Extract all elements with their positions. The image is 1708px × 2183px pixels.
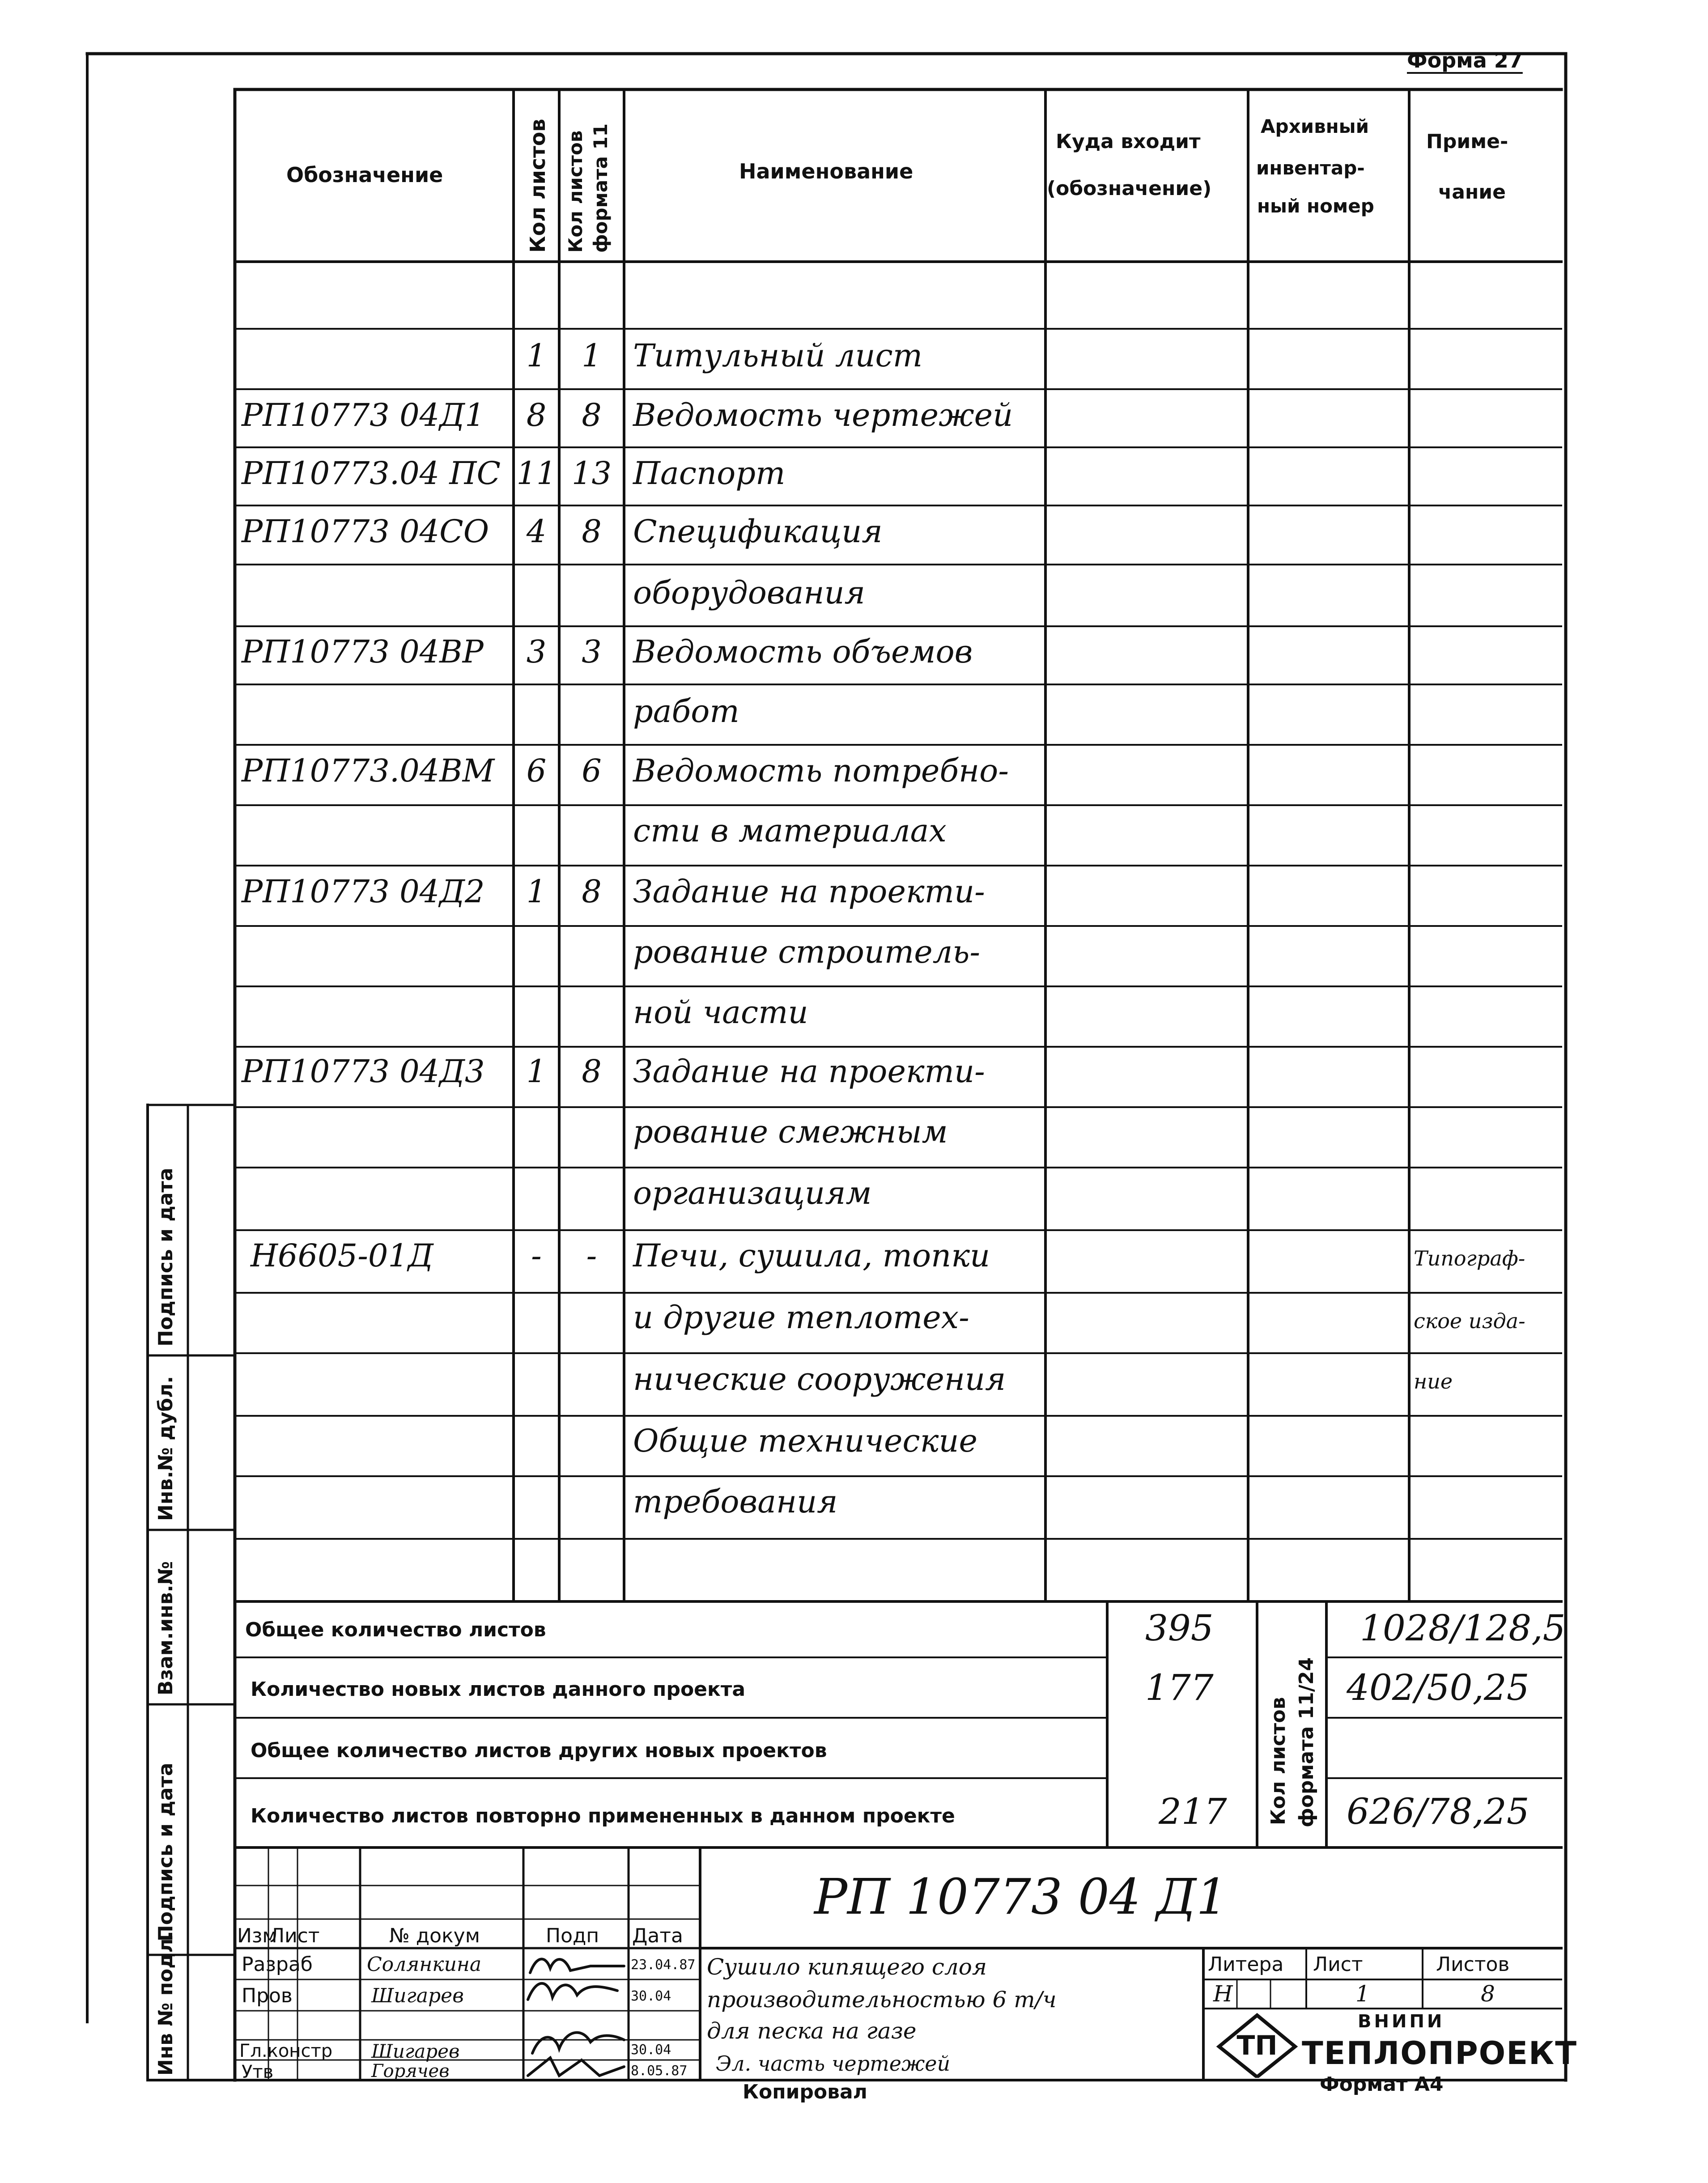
header-note-line2: чание <box>1438 181 1506 204</box>
sheets-a11-cell: 8 <box>582 397 602 433</box>
name-cell: оборудования <box>633 574 865 611</box>
name-cell: работ <box>633 693 739 730</box>
name-cell: Ведомость объемов <box>633 633 973 670</box>
name-cell: Ведомость потребно- <box>633 752 1009 789</box>
summary-reused-a11: 626/78,25 <box>1347 1791 1530 1832</box>
sheets-value: 8 <box>1481 1981 1495 2007</box>
name-cell: нические сооружения <box>633 1361 1006 1397</box>
margin-vzam-inv: Взам.инв.№ <box>154 1561 177 1695</box>
hdr-izm: Изм <box>237 1924 277 1947</box>
org-name: ТЕПЛОПРОЕКТ <box>1302 2035 1577 2072</box>
sheets-a11-cell: 8 <box>582 1053 602 1090</box>
header-sheets-count: Кол листов <box>526 119 550 253</box>
designation-cell: Н6605-01Д <box>251 1237 433 1274</box>
name-utv: Горячев <box>371 2061 450 2081</box>
header-sheets-a11-line2: формата 11 <box>590 123 612 253</box>
margin-podpis-data-bottom: Подпись и дата <box>154 1763 177 1941</box>
sheets-cell: 11 <box>516 455 557 492</box>
name-cell: организациям <box>633 1175 872 1211</box>
note-cell: ние <box>1414 1369 1453 1393</box>
sheets-cell: - <box>531 1237 542 1274</box>
sheets-cell: 8 <box>526 397 547 433</box>
sheets-cell: 1 <box>526 337 547 374</box>
sheets-a11-cell: - <box>586 1237 597 1274</box>
summary-total-value: 395 <box>1145 1607 1214 1649</box>
sheets-a11-cell: 1 <box>582 337 602 374</box>
summary-total-label: Общее количество листов <box>245 1618 546 1641</box>
logo-mark: ТП <box>1236 2030 1278 2061</box>
organization-logo <box>1208 2011 1577 2078</box>
hdr-sign: Подп <box>546 1924 599 1947</box>
designation-cell: РП10773 04Д3 <box>242 1053 485 1090</box>
name-cell: Задание на проекти- <box>633 1053 985 1090</box>
header-where-line2: (обозначение) <box>1047 177 1212 200</box>
sheets-a11-cell: 13 <box>571 455 612 492</box>
name-cell: ной части <box>633 994 808 1031</box>
summary-new-a11: 402/50,25 <box>1347 1667 1530 1708</box>
product-line1: Сушило кипящего слоя <box>707 1954 987 1980</box>
summary-reused-label: Количество листов повторно примененных в данном проекте <box>251 1805 955 1827</box>
header-archive-line3: ный номер <box>1257 195 1374 217</box>
header-note-line1: Приме- <box>1426 130 1508 153</box>
sheets-a11-cell: 6 <box>582 752 602 789</box>
date-gkonstr: 30.04 <box>631 2042 671 2058</box>
name-razrab: Солянкина <box>367 1953 482 1976</box>
litera-value: Н <box>1213 1981 1233 2007</box>
product-line3: для песка на газе <box>707 2018 917 2044</box>
designation-cell: РП10773.04ВМ <box>242 752 495 789</box>
header-name: Наименование <box>739 159 913 183</box>
summary-new-label: Количество новых листов данного проекта <box>251 1678 746 1701</box>
form-label: Форма 27 <box>1407 48 1523 72</box>
role-gkonstr: Гл.констр <box>239 2041 333 2061</box>
date-utv: 8.05.87 <box>631 2063 688 2079</box>
product-line4: Эл. часть чертежей <box>716 2051 951 2076</box>
header-sheets-a11-line1: Кол листов <box>565 130 586 253</box>
sheets-a11-cell: 8 <box>582 513 602 550</box>
name-cell: рование строитель- <box>633 934 981 970</box>
name-cell: рование смежным <box>633 1113 948 1150</box>
date-prov: 30.04 <box>631 1988 671 2004</box>
header-designation: Обозначение <box>286 163 443 187</box>
margin-inv-dubl: Инв.№ дубл. <box>154 1376 177 1521</box>
margin-inv-podl: Инв № подл. <box>154 1931 177 2076</box>
hdr-sheet: Лист <box>1313 1953 1363 1976</box>
summary-new-value: 177 <box>1145 1667 1214 1708</box>
copied-label: Копировал <box>743 2081 867 2103</box>
note-cell: Типограф- <box>1414 1246 1525 1270</box>
hdr-date: Дата <box>632 1924 683 1947</box>
role-utv: Утв <box>242 2062 274 2082</box>
date-razrab: 23.04.87 <box>631 1957 696 1973</box>
sheets-cell: 6 <box>526 752 547 789</box>
summary-side-label-line2: формата 11/24 <box>1295 1657 1318 1827</box>
role-razrab: Разраб <box>242 1953 313 1976</box>
sheets-a11-cell: 3 <box>582 633 602 670</box>
name-cell: Печи, сушила, топки <box>633 1237 990 1274</box>
sheet-value: 1 <box>1355 1981 1370 2007</box>
designation-cell: РП10773 04Д2 <box>242 873 485 910</box>
header-archive-line2: инвентар- <box>1256 157 1365 179</box>
role-prov: Пров <box>242 1984 293 2007</box>
sheets-cell: 3 <box>526 633 547 670</box>
name-prov: Шигарев <box>371 1984 464 2007</box>
summary-reused-value: 217 <box>1159 1791 1227 1832</box>
name-cell: Задание на проекти- <box>633 873 985 910</box>
hdr-sheets: Листов <box>1436 1953 1510 1976</box>
summary-side-label-line1: Кол листов <box>1267 1697 1290 1825</box>
designation-cell: РП10773 04Д1 <box>242 397 485 433</box>
name-cell: требования <box>633 1483 838 1520</box>
document-code: РП 10773 04 Д1 <box>814 1868 1228 1925</box>
org-top-label: ВНИПИ <box>1358 2011 1445 2032</box>
header-where-line1: Куда входит <box>1056 130 1201 153</box>
name-cell: и другие теплотех- <box>633 1299 969 1336</box>
name-cell: сти в материалах <box>633 812 947 849</box>
margin-podpis-data-top: Подпись и дата <box>154 1168 177 1346</box>
name-cell: Паспорт <box>633 455 786 492</box>
note-cell: ское изда- <box>1414 1309 1525 1333</box>
summary-total-a11: 1028/128,5 <box>1360 1607 1566 1649</box>
summary-other-label: Общее количество листов других новых проектов <box>251 1739 827 1762</box>
sheets-cell: 1 <box>526 1053 547 1090</box>
sheets-cell: 4 <box>526 513 547 550</box>
format-label: Формат А4 <box>1320 2073 1444 2096</box>
designation-cell: РП10773.04 ПС <box>242 455 501 492</box>
sheets-cell: 1 <box>526 873 547 910</box>
hdr-litera: Литера <box>1208 1953 1284 1976</box>
designation-cell: РП10773 04ВР <box>242 633 484 670</box>
hdr-doc: № докум <box>389 1924 480 1947</box>
hdr-list: Лист <box>270 1924 320 1947</box>
name-cell: Ведомость чертежей <box>633 397 1013 433</box>
name-cell: Титульный лист <box>633 337 923 374</box>
sheets-a11-cell: 8 <box>582 873 602 910</box>
product-line2: производительностью 6 т/ч <box>707 1987 1057 2013</box>
name-gkonstr: Шигарев <box>371 2040 460 2062</box>
name-cell: Общие технические <box>633 1423 977 1459</box>
name-cell: Спецификация <box>633 513 883 550</box>
header-archive-line1: Архивный <box>1261 115 1369 137</box>
designation-cell: РП10773 04СО <box>242 513 489 550</box>
